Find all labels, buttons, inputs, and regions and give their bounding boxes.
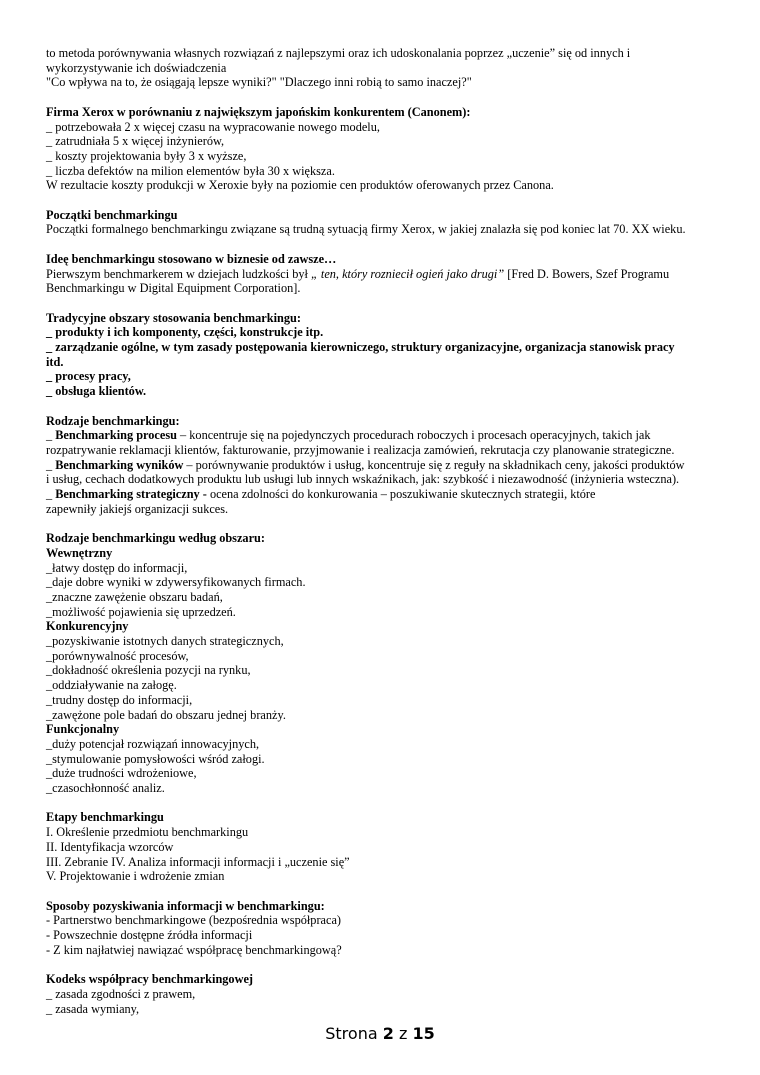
list-item: I. Określenie przedmiotu benchmarkingu <box>46 825 249 840</box>
intro-questions: "Co wpływa na to, że osiągają lepsze wyniki?" "Dlaczego inni robią to samo inaczej?" <box>46 75 472 90</box>
type-strategic-cont: zapewniły jakiejś organizacji sukces. <box>46 501 229 516</box>
types-heading: Rodzaje benchmarkingu: <box>46 413 180 428</box>
list-item: - Partnerstwo benchmarkingowe (bezpośrednia współpraca) <box>46 913 342 928</box>
list-item: _porównywalność procesów, <box>46 648 189 663</box>
list-item: _ procesy pracy, <box>46 369 131 384</box>
area-title-competitive: Konkurencyjny <box>46 619 129 634</box>
list-item: _trudny dostęp do informacji, <box>46 692 193 707</box>
list-item: _ zasada wymiany, <box>46 1001 140 1016</box>
area-title-functional: Funkcjonalny <box>46 722 120 737</box>
type-strategic: _ Benchmarking strategiczny - ocena zdolności do konkurowania – poszukiwanie skutecznych strategii, które <box>46 487 596 502</box>
intro-line: wykorzystywanie ich doświadczenia <box>46 60 227 75</box>
areas-heading: Rodzaje benchmarkingu według obszaru: <box>46 531 265 546</box>
beginnings-text: Początki formalnego benchmarkingu związane są trudną sytuacją firmy Xerox, w jakiej znalazła się pod koniec lat 70. XX wieku. <box>46 222 686 237</box>
list-item: _ zarządzanie ogólne, w tym zasady postępowania kierowniczego, struktury organizacyjne, organizacja stanowisk pracy <box>46 340 675 354</box>
list-item: _ obsługa klientów. <box>46 384 147 399</box>
xerox-heading: Firma Xerox w porównaniu z największym japońskim konkurentem (Canonem): <box>46 104 471 119</box>
traditional-heading: Tradycyjne obszary stosowania benchmarkingu: <box>46 310 301 325</box>
page-total: 15 <box>412 1024 435 1043</box>
list-item: _ liczba defektów na milion elementów była 30 x większa. <box>46 163 335 178</box>
list-item: _duże trudności wdrożeniowe, <box>46 766 197 781</box>
document-body <box>46 46 714 1016</box>
list-item: _czasochłonność analiz. <box>46 781 165 796</box>
type-process-cont: rozpatrywanie reklamacji klientów, fakturowanie, przyjmowanie i realizacja zamówień, rekrutacja czy planowanie strategiczne. <box>46 442 675 457</box>
type-results-cont: i usług, cechach dodatkowych produktu lub usługi lub innych wskaźnikach, jak: szybkość i niezawodność (inżynieria wsteczna). <box>46 472 680 487</box>
area-title-internal: Wewnętrzny <box>46 545 113 560</box>
type-process: _ Benchmarking procesu – koncentruje się na pojedynczych procedurach roboczych i procesach operacyjnych, takich jak <box>46 428 651 443</box>
list-item: V. Projektowanie i wdrożenie zmian <box>46 869 225 884</box>
list-item: _duży potencjał rozwiązań innowacyjnych, <box>46 736 260 751</box>
page-number: 2 <box>382 1024 394 1043</box>
list-item: III. Zebranie IV. Analiza informacji informacji i „uczenie się” <box>46 854 350 869</box>
sources-heading: Sposoby pozyskiwania informacji w benchmarkingu: <box>46 898 325 913</box>
page-of: z <box>398 1024 408 1043</box>
intro-line: to metoda porównywania własnych rozwiązań z najlepszymi oraz ich udoskonalania poprzez „uczenie” się od innych i <box>46 46 631 60</box>
list-item: - Z kim najłatwiej nawiązać współpracę benchmarkingową? <box>46 942 342 957</box>
list-item: itd. <box>46 354 64 369</box>
page-label: Strona <box>325 1024 378 1043</box>
beginnings-heading: Początki benchmarkingu <box>46 207 178 222</box>
list-item: _ produkty i ich komponenty, części, konstrukcje itp. <box>46 325 324 340</box>
type-results: _ Benchmarking wyników – porównywanie produktów i usług, koncentruje się z reguły na składnikach ceny, jakości produktów <box>46 457 685 472</box>
idea-heading: Ideę benchmarkingu stosowano w biznesie od zawsze… <box>46 251 337 266</box>
list-item: _dokładność określenia pozycji na rynku, <box>46 663 251 678</box>
list-item: _łatwy dostęp do informacji, <box>46 560 188 575</box>
list-item: _ koszty projektowania były 3 x wyższe, <box>46 148 247 163</box>
list-item: _znaczne zawężenie obszaru badań, <box>46 589 223 604</box>
list-item: _zawężone pole badań do obszaru jednej branży. <box>46 707 286 722</box>
list-item: _możliwość pojawienia się uprzedzeń. <box>46 604 236 619</box>
list-item: - Powszechnie dostępne źródła informacji <box>46 928 253 943</box>
idea-text: Benchmarkingu w Digital Equipment Corporation]. <box>46 281 301 296</box>
code-heading: Kodeks współpracy benchmarkingowej <box>46 972 254 987</box>
list-item: _daje dobre wyniki w zdywersyfikowanych firmach. <box>46 575 306 590</box>
xerox-conclusion: W rezultacie koszty produkcji w Xeroxie były na poziomie cen produktów oferowanych przez Canona. <box>46 178 554 193</box>
list-item: _oddziaływanie na załogę. <box>46 678 177 693</box>
list-item: II. Identyfikacja wzorców <box>46 839 174 854</box>
idea-quote: „ ten, który rozniecił ogień jako drugi” <box>310 266 505 281</box>
page-footer <box>0 1024 760 1043</box>
list-item: _ zasada zgodności z prawem, <box>46 986 196 1001</box>
list-item: _ potrzebowała 2 x więcej czasu na wypracowanie nowego modelu, <box>46 119 380 134</box>
idea-text: Pierwszym benchmarkerem w dziejach ludzkości był „ ten, który rozniecił ogień jako drugi” [Fred D. Bowers, Szef Programu <box>46 266 670 281</box>
stages-heading: Etapy benchmarkingu <box>46 810 164 825</box>
list-item: _ zatrudniała 5 x więcej inżynierów, <box>46 134 225 149</box>
list-item: _stymulowanie pomysłowości wśród załogi. <box>46 751 265 766</box>
list-item: _pozyskiwanie istotnych danych strategicznych, <box>46 634 284 649</box>
